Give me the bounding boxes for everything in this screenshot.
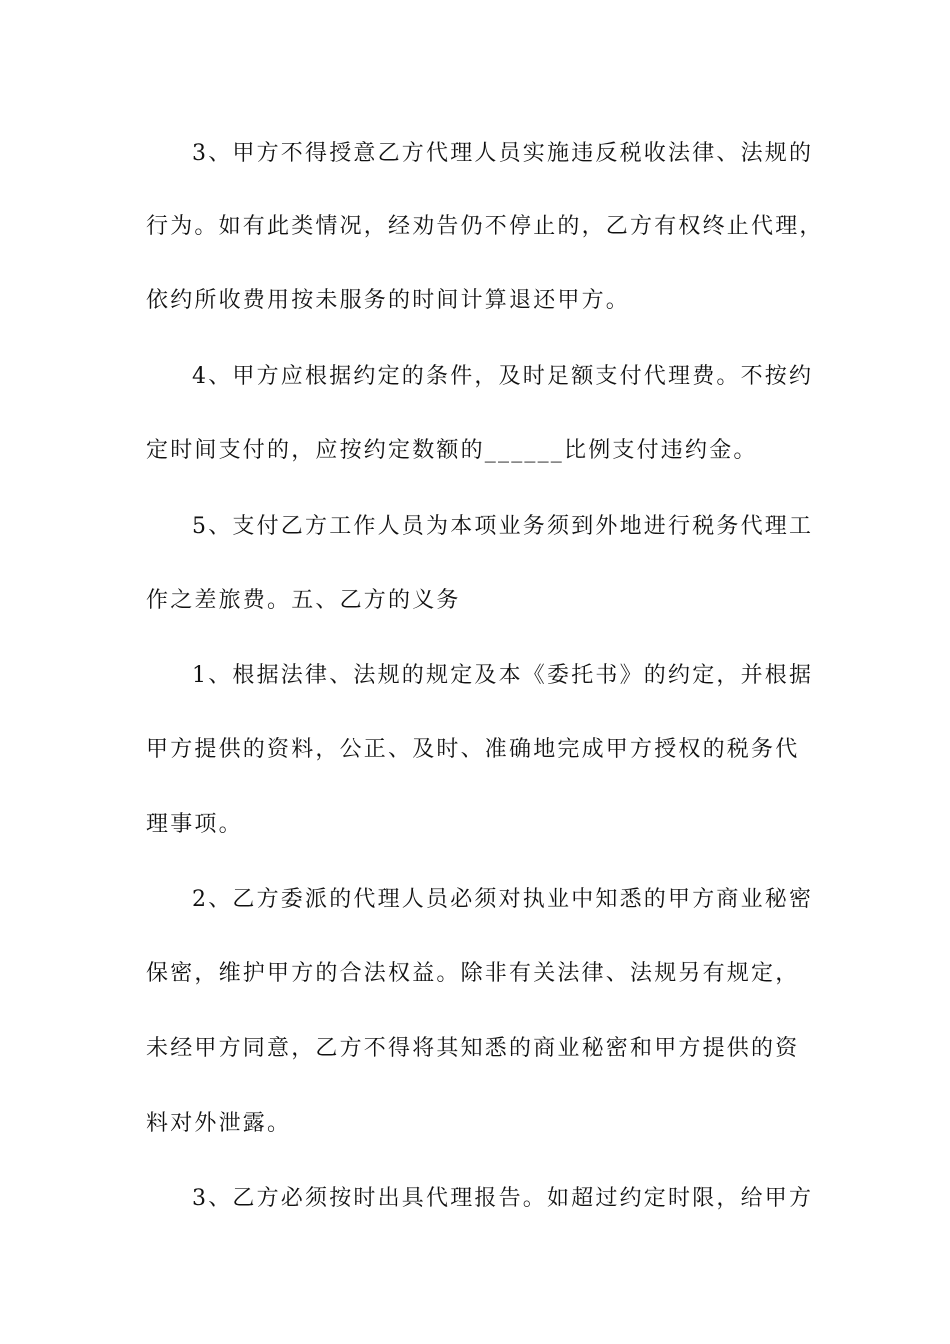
text-line-2: 行为。如有此类情况，经劝告仍不停止的，乙方有权终止代理， <box>146 214 824 239</box>
text-line-9: 甲方提供的资料，公正、及时、准确地完成甲方授权的税务代 <box>146 737 800 762</box>
text-line-5: 定时间支付的，应按约定数额的______比例支付违约金。 <box>146 438 758 463</box>
text-line-6: 5、支付乙方工作人员为本项业务须到外地进行税务代理工 <box>192 514 814 539</box>
text-line-11: 2、乙方委派的代理人员必须对执业中知悉的甲方商业秘密 <box>192 887 814 912</box>
text-line-7: 作之差旅费。五、乙方的义务 <box>146 588 461 613</box>
text-line-12: 保密，维护甲方的合法权益。除非有关法律、法规另有规定， <box>146 961 800 986</box>
text-line-1: 3、甲方不得授意乙方代理人员实施违反税收法律、法规的 <box>192 141 814 166</box>
text-line-13: 未经甲方同意，乙方不得将其知悉的商业秘密和甲方提供的资 <box>146 1036 800 1061</box>
text-line-14: 料对外泄露。 <box>146 1111 292 1136</box>
text-line-15: 3、乙方必须按时出具代理报告。如超过约定时限，给甲方 <box>192 1186 814 1211</box>
text-line-10: 理事项。 <box>146 812 243 837</box>
text-line-8: 1、根据法律、法规的规定及本《委托书》的约定，并根据 <box>192 663 814 688</box>
text-line-3: 依约所收费用按未服务的时间计算退还甲方。 <box>146 288 631 313</box>
text-line-4: 4、甲方应根据约定的条件，及时足额支付代理费。不按约 <box>192 364 814 389</box>
